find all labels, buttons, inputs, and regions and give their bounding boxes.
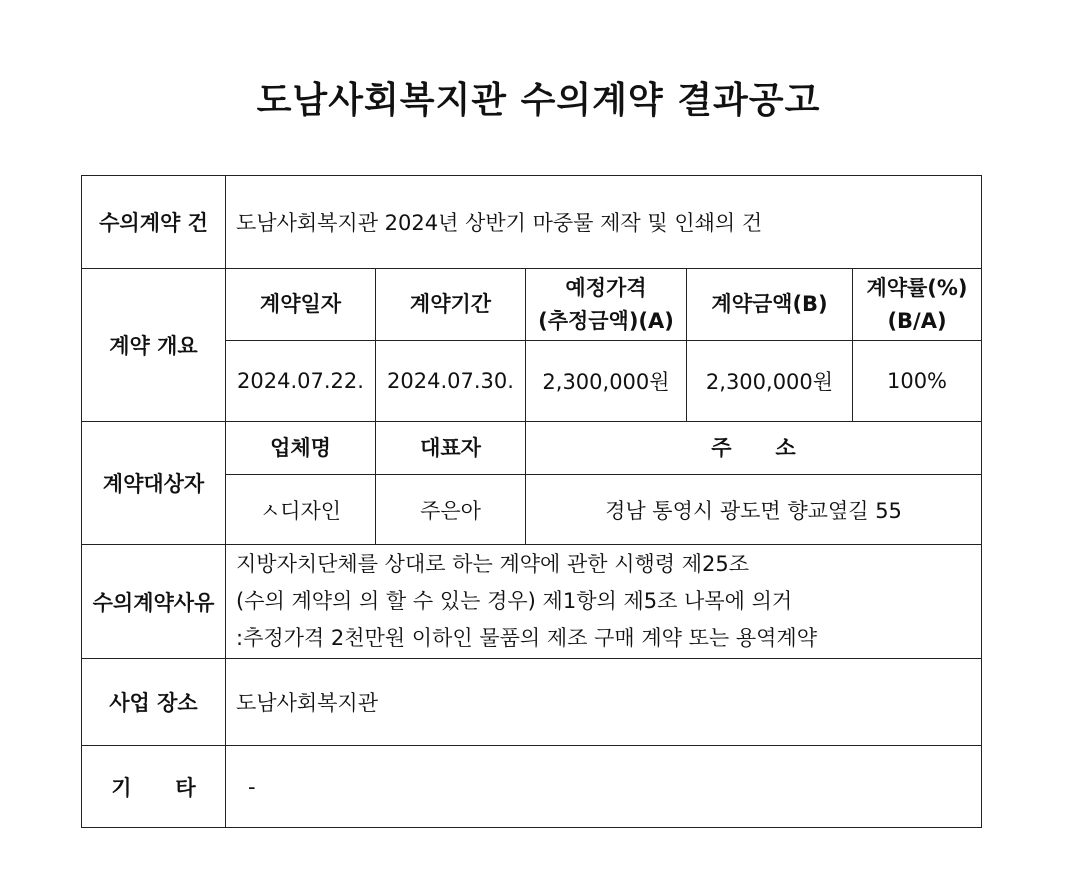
place-value: 도남사회복지관 [226, 659, 982, 746]
header-estimated-price-line1: 예정가격 [565, 275, 647, 300]
value-contract-amount: 2,300,000원 [687, 341, 853, 422]
header-estimated-price-line2: (추정금액)(A) [538, 308, 674, 333]
value-contract-date: 2024.07.22. [226, 341, 376, 422]
other-value: - [226, 746, 982, 828]
reason-line-1: 지방자치단체를 상대로 하는 계약에 관한 시행령 제25조 [236, 552, 750, 576]
header-address: 주 소 [526, 422, 982, 475]
reason-line-2: (수의 계약의 의 할 수 있는 경우) 제1항의 제5조 나목에 의거 [236, 589, 793, 613]
contract-item-row [82, 176, 982, 269]
value-contract-rate: 100% [853, 341, 982, 422]
value-address: 경남 통영시 광도면 향교옆길 55 [526, 475, 982, 545]
reason-row [82, 545, 982, 659]
header-company: 업체명 [226, 422, 376, 475]
value-company: ㅅ디자인 [226, 475, 376, 545]
header-contract-rate-line1: 계약률(%) [866, 275, 968, 300]
reason-label: 수의계약사유 [82, 545, 226, 659]
header-estimated-price [526, 269, 687, 341]
contract-result-table [81, 175, 982, 828]
header-contract-amount: 계약금액(B) [687, 269, 853, 341]
page-title: 도남사회복지관 수의계약 결과공고 [256, 80, 821, 121]
other-label: 기 타 [82, 746, 226, 828]
value-estimated-price: 2,300,000원 [526, 341, 687, 422]
other-row [82, 746, 982, 828]
reason-value [226, 545, 982, 659]
value-representative: 주은아 [376, 475, 526, 545]
overview-header-row [82, 269, 982, 341]
counterparty-header-row [82, 422, 982, 475]
place-label: 사업 장소 [82, 659, 226, 746]
header-representative: 대표자 [376, 422, 526, 475]
place-row [82, 659, 982, 746]
reason-line-3: :추정가격 2천만원 이하인 물품의 제조 구매 계약 또는 용역계약 [236, 626, 817, 650]
contract-item-label: 수의계약 건 [82, 176, 226, 269]
header-contract-period: 계약기간 [376, 269, 526, 341]
header-contract-rate-line2: (B/A) [887, 308, 947, 333]
value-contract-period: 2024.07.30. [376, 341, 526, 422]
counterparty-label: 계약대상자 [82, 422, 226, 545]
header-contract-rate [853, 269, 982, 341]
header-contract-date: 계약일자 [226, 269, 376, 341]
contract-item-value: 도남사회복지관 2024년 상반기 마중물 제작 및 인쇄의 건 [226, 176, 982, 269]
overview-label: 계약 개요 [82, 269, 226, 422]
